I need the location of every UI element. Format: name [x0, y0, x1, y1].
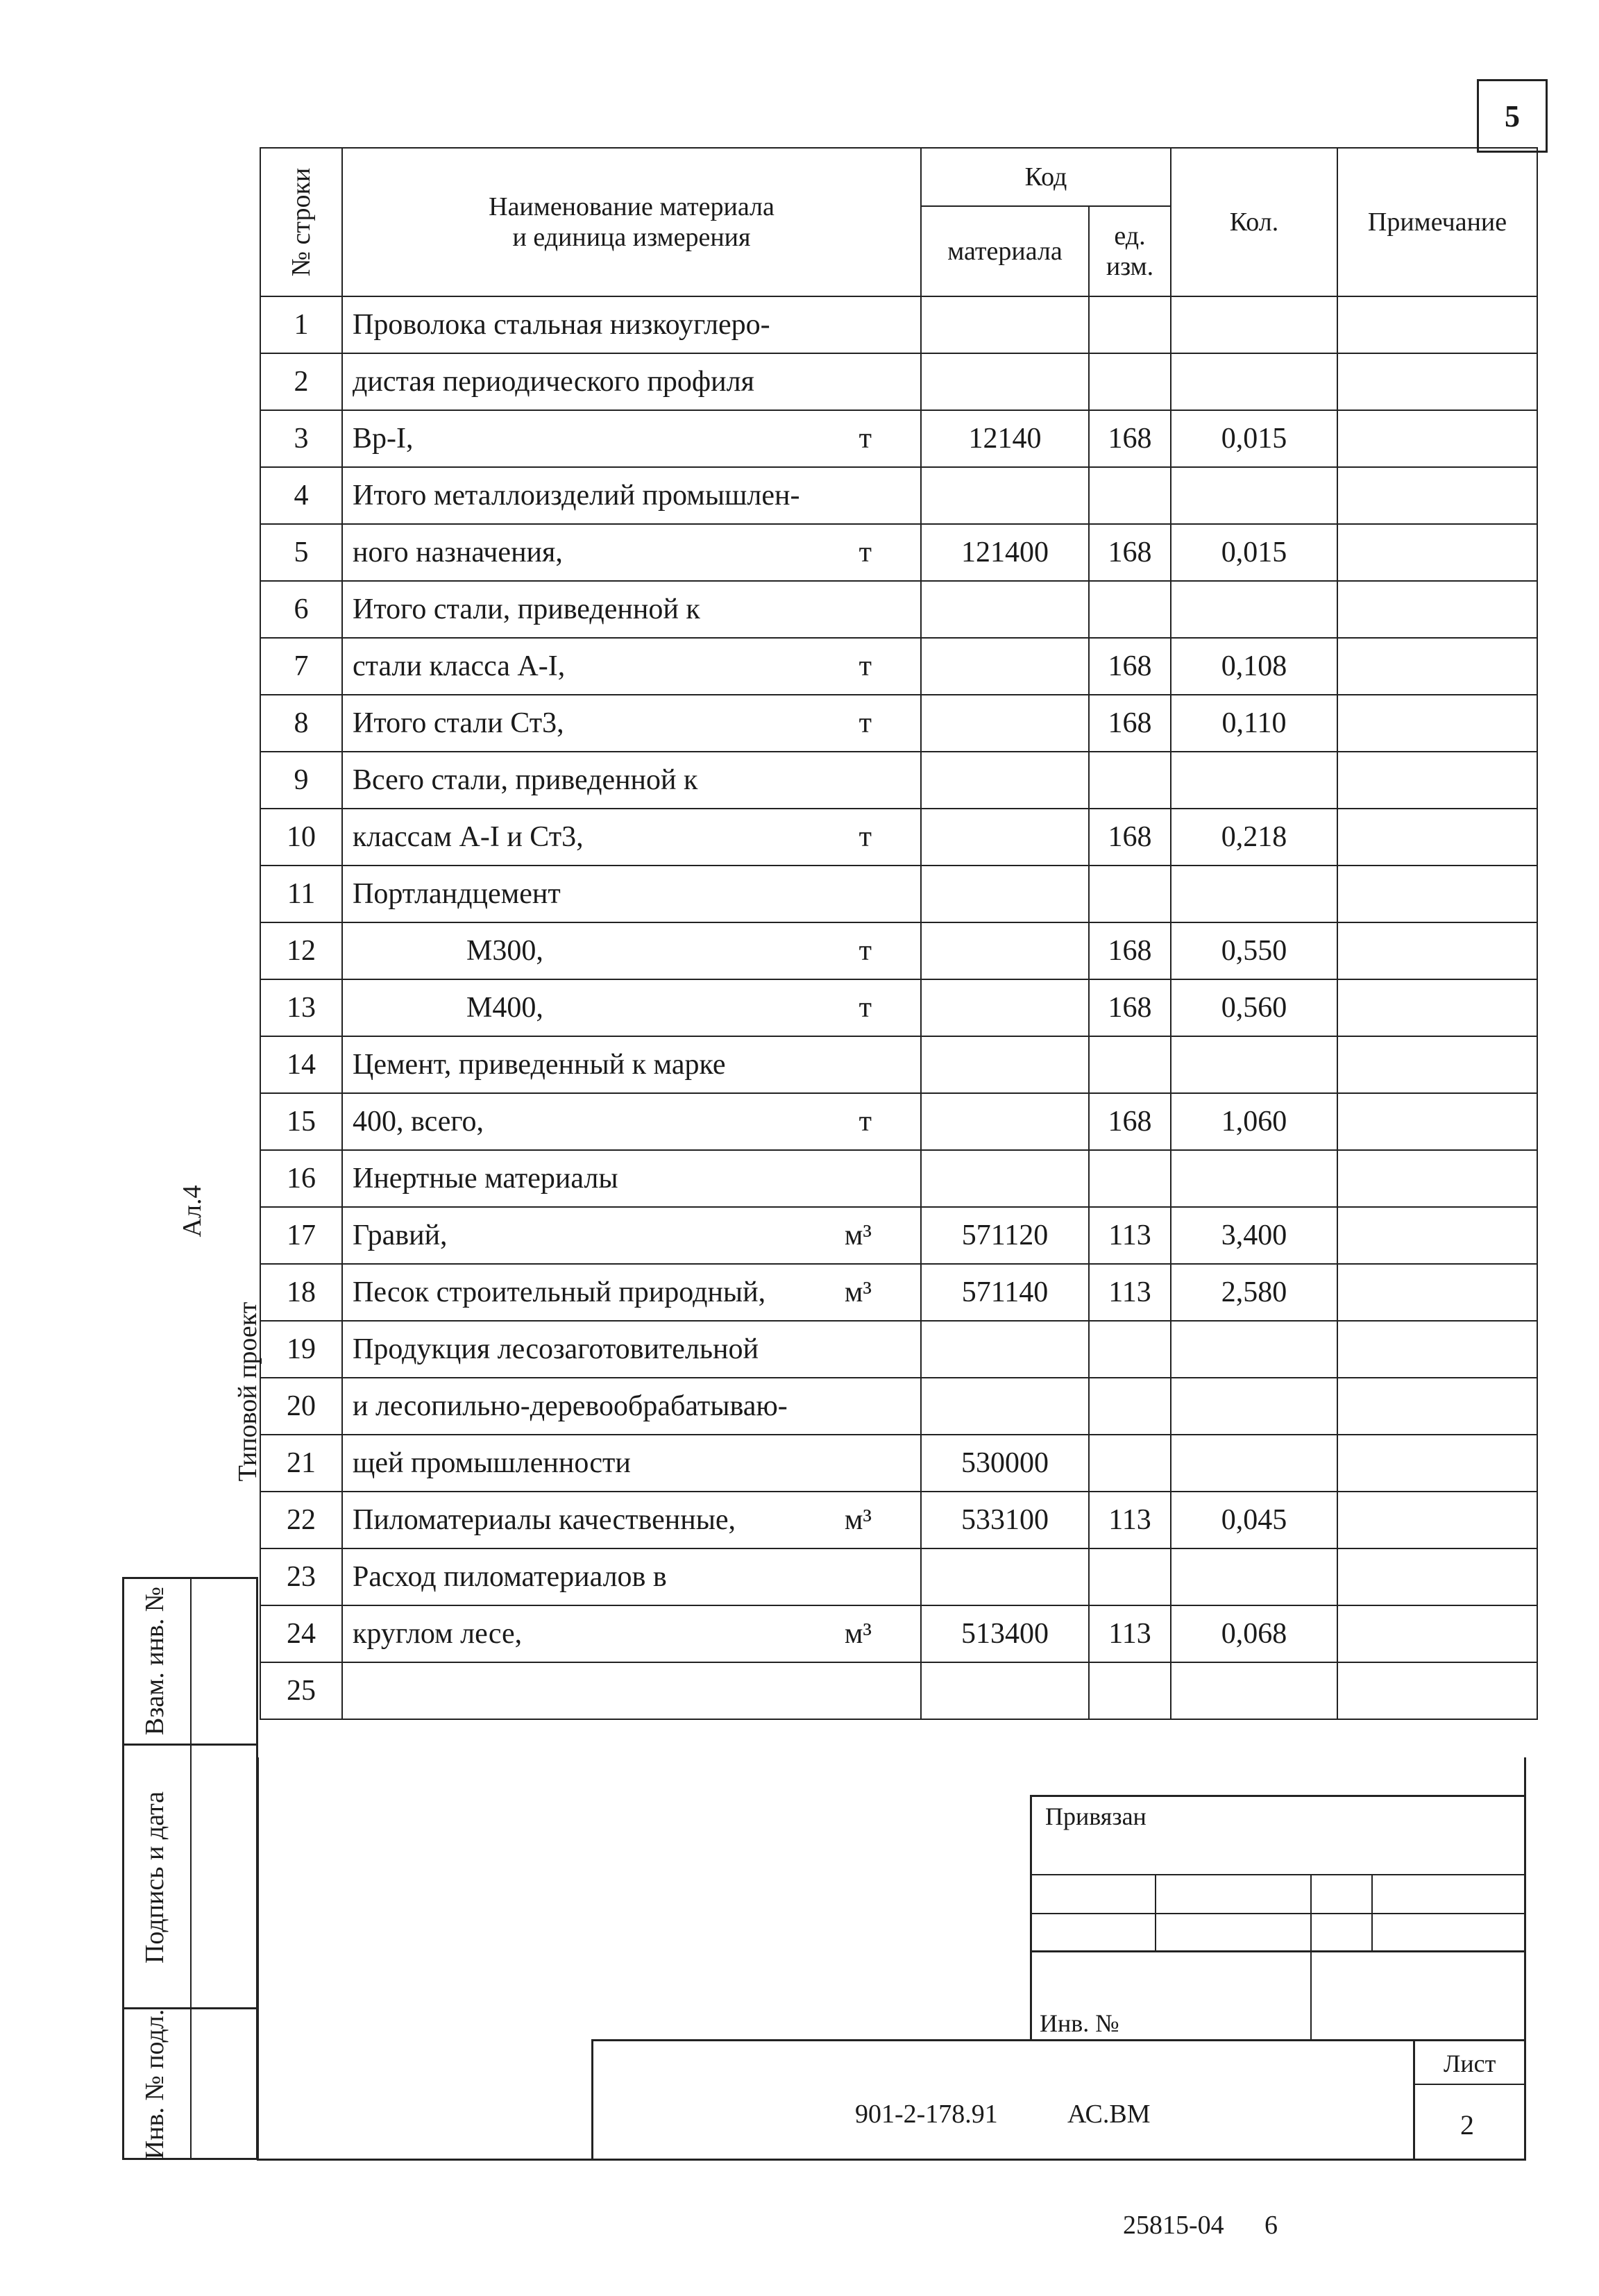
material-name — [342, 752, 921, 809]
material-code — [921, 866, 1089, 922]
row-number: 18 — [260, 1264, 342, 1321]
quantity — [1171, 1378, 1337, 1435]
row-number: 15 — [260, 1093, 342, 1150]
material-name — [342, 979, 921, 1036]
note — [1337, 1662, 1537, 1719]
note — [1337, 979, 1537, 1036]
table-row — [260, 979, 1537, 1036]
material-name — [342, 467, 921, 524]
quantity: 0,110 — [1171, 695, 1337, 752]
table-row — [260, 1093, 1537, 1150]
note — [1337, 1605, 1537, 1662]
unit-label: м³ — [844, 1504, 872, 1536]
material-name-text: круглом лесе, — [353, 1618, 523, 1650]
header-note: Примечание — [1337, 148, 1537, 296]
material-code — [921, 809, 1089, 866]
quantity — [1171, 1548, 1337, 1605]
unit-label: т — [858, 423, 872, 455]
table-row — [260, 922, 1537, 979]
sheet-label: Лист — [1444, 2050, 1496, 2077]
quantity: 2,580 — [1171, 1264, 1337, 1321]
material-name — [342, 1150, 921, 1207]
table-row — [260, 1150, 1537, 1207]
note — [1337, 809, 1537, 866]
quantity: 0,045 — [1171, 1492, 1337, 1548]
note — [1337, 1207, 1537, 1264]
material-code — [921, 695, 1089, 752]
note — [1337, 1321, 1537, 1378]
row-number: 8 — [260, 695, 342, 752]
signature-label: Подпись и дата — [140, 1791, 169, 1964]
note — [1337, 1093, 1537, 1150]
unit-code: 168 — [1089, 524, 1171, 581]
material-name — [342, 809, 921, 866]
material-name-text: Итого металлоизделий промышлен- — [353, 480, 800, 512]
note — [1337, 410, 1537, 467]
unit-code: 113 — [1089, 1264, 1171, 1321]
note — [1337, 1264, 1537, 1321]
unit-code — [1089, 1321, 1171, 1378]
quantity — [1171, 752, 1337, 809]
note — [1337, 922, 1537, 979]
material-name — [342, 1093, 921, 1150]
material-name — [342, 524, 921, 581]
unit-label: т — [858, 707, 872, 739]
row-number: 9 — [260, 752, 342, 809]
unit-label: т — [858, 650, 872, 682]
quantity — [1171, 1435, 1337, 1492]
material-name-text: Всего стали, приведенной к — [353, 764, 698, 796]
quantity: 0,218 — [1171, 809, 1337, 866]
header-code-material: материала — [921, 206, 1089, 296]
unit-code: 168 — [1089, 695, 1171, 752]
row-number: 25 — [260, 1662, 342, 1719]
unit-label: т — [858, 537, 872, 568]
material-name — [342, 866, 921, 922]
material-name-text: 400, всего, — [353, 1106, 484, 1138]
material-name — [342, 353, 921, 410]
material-name-text: классам А-I и Ст3, — [353, 821, 584, 853]
row-number: 2 — [260, 353, 342, 410]
header-code-unit: ед. изм. — [1089, 206, 1171, 296]
table-row — [260, 1321, 1537, 1378]
unit-code — [1089, 752, 1171, 809]
unit-code: 168 — [1089, 979, 1171, 1036]
row-number: 7 — [260, 638, 342, 695]
material-name-text: Цемент, приведенный к марке — [353, 1049, 726, 1081]
material-code — [921, 467, 1089, 524]
unit-label: т — [858, 821, 872, 853]
material-name-text: ного назначения, — [353, 537, 563, 568]
note — [1337, 866, 1537, 922]
row-number: 13 — [260, 979, 342, 1036]
quantity — [1171, 467, 1337, 524]
material-name-text: Портландцемент — [353, 878, 561, 910]
unit-code — [1089, 1435, 1171, 1492]
note — [1337, 1492, 1537, 1548]
material-code: 121400 — [921, 524, 1089, 581]
material-code: 12140 — [921, 410, 1089, 467]
material-name — [342, 1605, 921, 1662]
row-number: 11 — [260, 866, 342, 922]
material-name-text: Инертные материалы — [353, 1163, 618, 1195]
quantity — [1171, 1036, 1337, 1093]
row-number: 21 — [260, 1435, 342, 1492]
material-name-text: Итого стали, приведенной к — [353, 593, 700, 625]
row-number: 22 — [260, 1492, 342, 1548]
quantity — [1171, 1662, 1337, 1719]
quantity: 1,060 — [1171, 1093, 1337, 1150]
header-name: Наименование материала и единица измерения — [342, 148, 921, 296]
doc-mark: АС.ВМ — [1067, 2100, 1151, 2129]
table-row — [260, 695, 1537, 752]
material-code — [921, 1036, 1089, 1093]
inv-podl-label: Инв. № подл. — [140, 2009, 169, 2160]
note — [1337, 467, 1537, 524]
note — [1337, 695, 1537, 752]
material-name — [342, 922, 921, 979]
material-name-text: М400, — [466, 992, 543, 1024]
material-name-text: Продукция лесозаготовительной — [353, 1333, 759, 1365]
material-name — [342, 1662, 921, 1719]
material-name-text: Песок строительный природный, — [353, 1276, 766, 1308]
table-row — [260, 1662, 1537, 1719]
note — [1337, 1378, 1537, 1435]
material-code: 571140 — [921, 1264, 1089, 1321]
inv-no-label: Инв. № — [1040, 2009, 1119, 2037]
material-name-text: Пиломатериалы качественные, — [353, 1504, 736, 1536]
unit-code — [1089, 1378, 1171, 1435]
unit-code: 113 — [1089, 1605, 1171, 1662]
material-code — [921, 296, 1089, 353]
material-code — [921, 1548, 1089, 1605]
table-row — [260, 467, 1537, 524]
table-row — [260, 581, 1537, 638]
quantity — [1171, 1321, 1337, 1378]
sheet-value: 2 — [1460, 2109, 1474, 2141]
table-row — [260, 866, 1537, 922]
table-row — [260, 1264, 1537, 1321]
row-number: 10 — [260, 809, 342, 866]
material-name-text: Вр-I, — [353, 423, 414, 455]
quantity — [1171, 296, 1337, 353]
row-number: 14 — [260, 1036, 342, 1093]
unit-code — [1089, 353, 1171, 410]
quantity: 0,108 — [1171, 638, 1337, 695]
material-code — [921, 638, 1089, 695]
material-code — [921, 1093, 1089, 1150]
unit-code — [1089, 581, 1171, 638]
row-number: 6 — [260, 581, 342, 638]
note — [1337, 752, 1537, 809]
unit-code — [1089, 1662, 1171, 1719]
material-code — [921, 752, 1089, 809]
quantity — [1171, 866, 1337, 922]
row-number: 3 — [260, 410, 342, 467]
row-number: 1 — [260, 296, 342, 353]
quantity: 0,015 — [1171, 524, 1337, 581]
header-code: Код — [921, 148, 1171, 206]
table-row — [260, 638, 1537, 695]
table-row — [260, 1492, 1537, 1548]
note — [1337, 1150, 1537, 1207]
material-name-text: Гравий, — [353, 1219, 448, 1251]
material-name — [342, 1435, 921, 1492]
privyazan-label: Привязан — [1045, 1803, 1147, 1830]
unit-code — [1089, 1548, 1171, 1605]
quantity: 0,068 — [1171, 1605, 1337, 1662]
material-name-text: стали класса А-I, — [353, 650, 566, 682]
table-row — [260, 410, 1537, 467]
note — [1337, 638, 1537, 695]
unit-code: 168 — [1089, 922, 1171, 979]
table-body — [260, 296, 1537, 1719]
unit-label: т — [858, 1106, 872, 1138]
table-row — [260, 353, 1537, 410]
material-name — [342, 1548, 921, 1605]
row-number: 5 — [260, 524, 342, 581]
material-name — [342, 638, 921, 695]
unit-code — [1089, 467, 1171, 524]
table-row — [260, 1207, 1537, 1264]
material-code — [921, 1321, 1089, 1378]
material-name-text: Проволока стальная низкоуглеро- — [353, 309, 770, 341]
unit-code: 168 — [1089, 809, 1171, 866]
row-number: 17 — [260, 1207, 342, 1264]
vzam-label: Взам. инв. № — [140, 1586, 169, 1736]
material-name — [342, 1036, 921, 1093]
quantity: 0,015 — [1171, 410, 1337, 467]
unit-code — [1089, 1150, 1171, 1207]
material-name — [342, 695, 921, 752]
table-row — [260, 809, 1537, 866]
unit-code — [1089, 296, 1171, 353]
table-row — [260, 524, 1537, 581]
table-row — [260, 296, 1537, 353]
note — [1337, 1548, 1537, 1605]
material-code — [921, 1150, 1089, 1207]
material-name — [342, 1492, 921, 1548]
unit-label: т — [858, 992, 872, 1024]
materials-table — [260, 147, 1538, 1720]
material-code — [921, 581, 1089, 638]
quantity — [1171, 353, 1337, 410]
note — [1337, 1036, 1537, 1093]
unit-code: 168 — [1089, 410, 1171, 467]
note — [1337, 1435, 1537, 1492]
material-name — [342, 296, 921, 353]
unit-label: м³ — [844, 1618, 872, 1650]
material-name-text: М300, — [466, 935, 543, 967]
table-row — [260, 1605, 1537, 1662]
quantity — [1171, 581, 1337, 638]
unit-label: т — [858, 935, 872, 967]
unit-code: 113 — [1089, 1492, 1171, 1548]
material-name — [342, 410, 921, 467]
material-code — [921, 979, 1089, 1036]
table-row — [260, 1378, 1537, 1435]
page-number: 5 — [1477, 79, 1548, 153]
material-code — [921, 353, 1089, 410]
material-code: 571120 — [921, 1207, 1089, 1264]
quantity — [1171, 1150, 1337, 1207]
material-code — [921, 1662, 1089, 1719]
table-row — [260, 1435, 1537, 1492]
material-name — [342, 1321, 921, 1378]
note — [1337, 524, 1537, 581]
unit-label: м³ — [844, 1276, 872, 1308]
doc-code: 901-2-178.91 — [855, 2100, 998, 2129]
row-number: 19 — [260, 1321, 342, 1378]
material-code: 530000 — [921, 1435, 1089, 1492]
row-number: 20 — [260, 1378, 342, 1435]
row-number: 12 — [260, 922, 342, 979]
table-row — [260, 1548, 1537, 1605]
material-name — [342, 1264, 921, 1321]
unit-code — [1089, 1036, 1171, 1093]
material-name — [342, 581, 921, 638]
material-code — [921, 1378, 1089, 1435]
quantity: 3,400 — [1171, 1207, 1337, 1264]
footer-code: 25815-04 — [1123, 2211, 1224, 2240]
project-label: Типовой проект — [233, 1301, 262, 1482]
note — [1337, 353, 1537, 410]
header-row-no: № строки — [260, 148, 342, 296]
unit-code — [1089, 866, 1171, 922]
quantity: 0,560 — [1171, 979, 1337, 1036]
row-number: 16 — [260, 1150, 342, 1207]
note — [1337, 581, 1537, 638]
unit-label: м³ — [844, 1219, 872, 1251]
material-name-text: Расход пиломатериалов в — [353, 1561, 667, 1593]
material-name-text: щей промышленности — [353, 1447, 631, 1479]
quantity: 0,550 — [1171, 922, 1337, 979]
unit-code: 113 — [1089, 1207, 1171, 1264]
unit-code: 168 — [1089, 1093, 1171, 1150]
album-label: Ал.4 — [178, 1185, 207, 1238]
row-number: 4 — [260, 467, 342, 524]
table-row — [260, 1036, 1537, 1093]
material-code — [921, 922, 1089, 979]
row-number: 24 — [260, 1605, 342, 1662]
material-name-text: дистая периодического профиля — [353, 366, 754, 398]
material-name-text: и лесопильно-деревообрабатываю- — [353, 1390, 788, 1422]
material-name-text: Итого стали Ст3, — [353, 707, 564, 739]
material-name — [342, 1378, 921, 1435]
material-code: 533100 — [921, 1492, 1089, 1548]
material-name — [342, 1207, 921, 1264]
unit-code: 168 — [1089, 638, 1171, 695]
footer-number: 6 — [1264, 2211, 1278, 2240]
row-number: 23 — [260, 1548, 342, 1605]
material-code: 513400 — [921, 1605, 1089, 1662]
note — [1337, 296, 1537, 353]
header-qty: Кол. — [1171, 148, 1337, 296]
table-row — [260, 752, 1537, 809]
